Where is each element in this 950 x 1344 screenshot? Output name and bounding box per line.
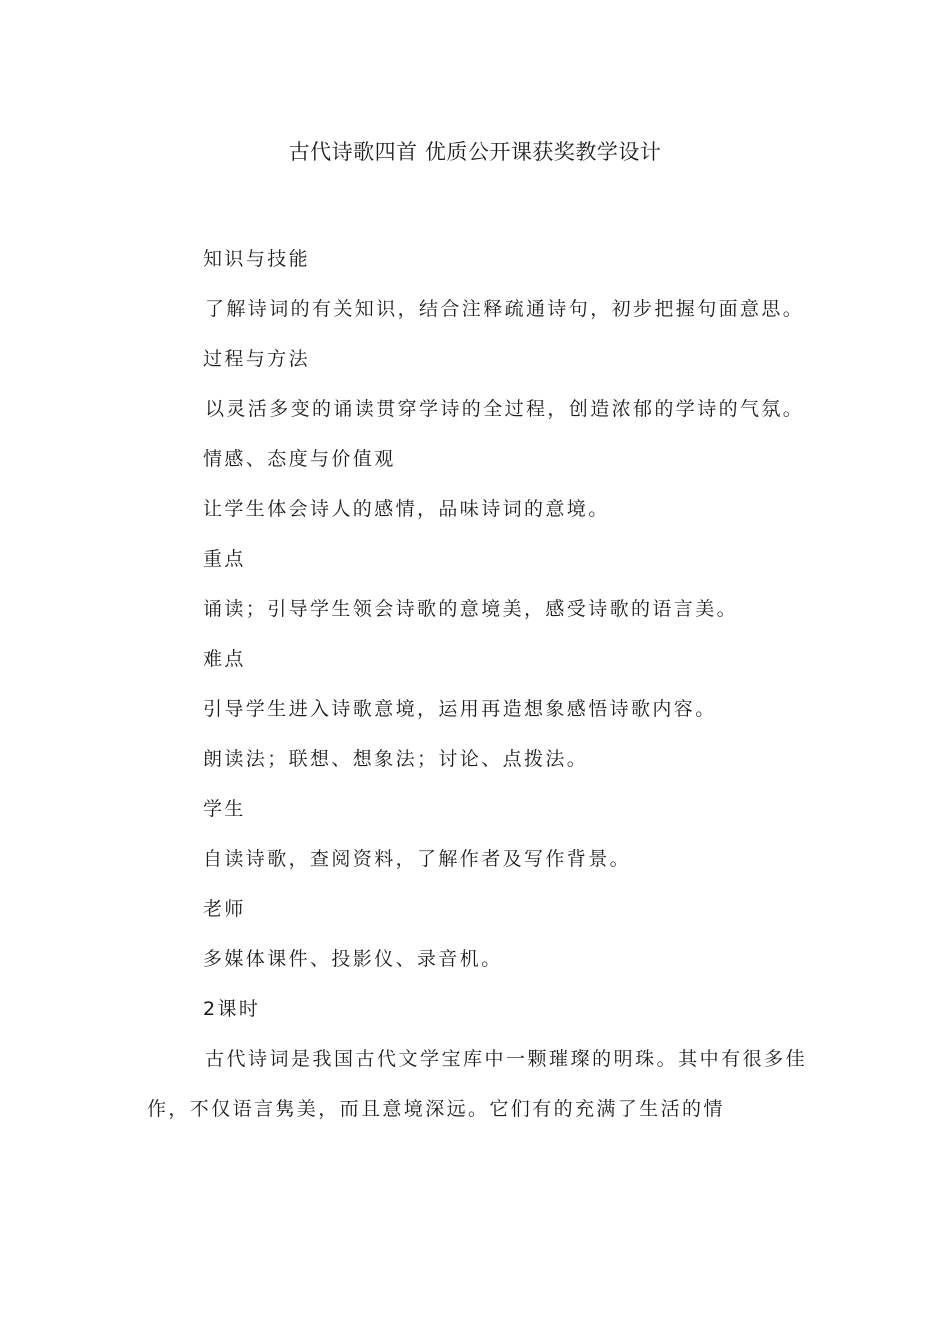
section-heading-knowledge: 知识与技能 <box>203 248 311 270</box>
section-heading-teacher: 老师 <box>203 898 246 920</box>
section-heading-difficulty: 难点 <box>203 648 246 670</box>
paragraph-key-point: 诵读；引导学生领会诗歌的意境美，感受诗歌的语言美。 <box>203 598 739 620</box>
section-heading-process: 过程与方法 <box>203 348 311 370</box>
section-heading-student: 学生 <box>203 798 246 820</box>
paragraph-class-hours: 2课时 <box>203 998 261 1020</box>
paragraph-introduction: 古代诗词是我国古代文学宝库中一颗璀璨的明珠。其中有很多佳作，不仅语言隽美，而且意境深远。它们有的充满了生活的情 <box>147 1048 807 1120</box>
section-heading-emotion: 情感、态度与价值观 <box>203 448 396 470</box>
document-body <box>147 234 807 1134</box>
paragraph-knowledge: 了解诗词的有关知识，结合注释疏通诗句，初步把握句面意思。 <box>205 298 805 320</box>
paragraph-methods: 朗读法；联想、想象法；讨论、点拨法。 <box>203 748 589 770</box>
paragraph-student: 自读诗歌，查阅资料，了解作者及写作背景。 <box>203 848 632 870</box>
section-heading-key-point: 重点 <box>203 548 246 570</box>
paragraph-difficulty: 引导学生进入诗歌意境，运用再造想象感悟诗歌内容。 <box>203 698 717 720</box>
paragraph-teacher: 多媒体课件、投影仪、录音机。 <box>203 948 503 970</box>
document-title: 古代诗歌四首 优质公开课获奖教学设计 <box>288 140 662 164</box>
paragraph-emotion: 让学生体会诗人的感情，品味诗词的意境。 <box>203 498 610 520</box>
paragraph-process: 以灵活多变的诵读贯穿学诗的全过程，创造浓郁的学诗的气氛。 <box>205 398 805 420</box>
